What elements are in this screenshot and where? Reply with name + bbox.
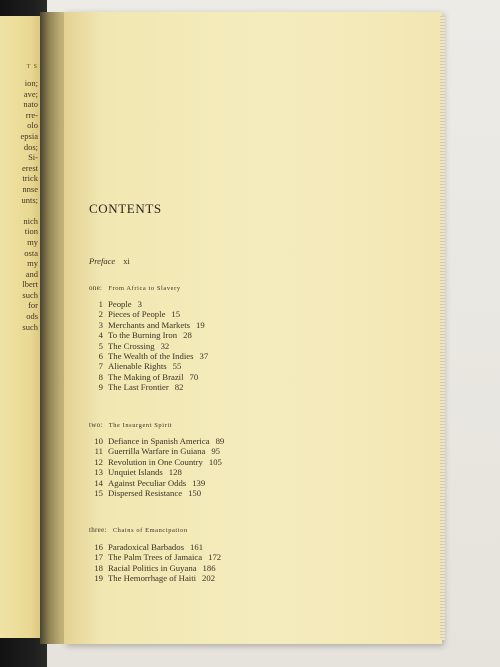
part-heading: [89, 526, 188, 534]
chapter-page: 105: [208, 456, 222, 467]
book-gutter: [40, 12, 66, 644]
chapter-number: 17: [94, 552, 103, 563]
chapter-number: 19: [94, 573, 103, 584]
chapter-title: The Making of Brazil: [108, 371, 184, 382]
chapter-number: 14: [94, 477, 103, 488]
chapter-page: 82: [174, 382, 184, 393]
chapter-entry: [89, 309, 208, 319]
chapter-title: Dispersed Resistance: [108, 488, 183, 499]
left-page-line: epsia: [20, 130, 38, 141]
chapter-title: Pieces of People: [108, 309, 166, 320]
left-page-line: lbert: [22, 279, 38, 290]
chapter-list: [89, 299, 208, 393]
chapter-page: 70: [189, 371, 199, 382]
part-title: The Insurgent Spirit: [108, 422, 173, 429]
chapter-page: 202: [202, 573, 216, 584]
left-page-line: my: [27, 236, 38, 247]
preface-label: Preface: [89, 256, 116, 266]
left-page-line: such: [22, 289, 38, 300]
left-page-line: nich: [23, 215, 38, 226]
part-number: one:: [89, 284, 103, 292]
chapter-number: 13: [94, 467, 103, 478]
chapter-page: 15: [171, 309, 181, 320]
left-page-line: unts;: [21, 194, 38, 205]
chapter-number: 16: [94, 542, 103, 552]
chapter-page: 28: [183, 330, 192, 341]
part-heading: [89, 284, 181, 292]
chapter-number: 7: [98, 361, 103, 372]
chapter-page: 150: [188, 488, 202, 499]
chapter-entry: [89, 446, 224, 456]
left-page-line: osta: [24, 247, 38, 258]
chapter-entry: [89, 330, 208, 340]
chapter-title: Against Peculiar Odds: [108, 477, 187, 488]
chapter-number: 10: [94, 436, 103, 446]
chapter-page: 19: [196, 319, 205, 330]
chapter-title: Revolution in One Country: [108, 456, 203, 467]
chapter-number: 1: [98, 299, 103, 309]
chapter-entry: [89, 320, 208, 330]
chapter-title: Unquiet Islands: [108, 467, 163, 478]
chapter-page: 139: [192, 477, 206, 488]
chapter-entry: [89, 573, 221, 583]
chapter-number: 11: [94, 446, 103, 457]
chapter-title: Paradoxical Barbados: [108, 542, 184, 552]
left-page-line: such: [22, 321, 38, 332]
chapter-page: 161: [190, 542, 204, 552]
chapter-number: 4: [98, 330, 103, 341]
chapter-title: Defiance in Spanish America: [108, 436, 210, 446]
chapter-title: Racial Politics in Guyana: [108, 562, 197, 573]
chapter-entry: [89, 436, 224, 446]
left-page-line: dos;: [23, 141, 38, 152]
left-page-line: erest: [21, 162, 38, 173]
chapter-title: Guerrilla Warfare in Guiana: [108, 446, 206, 457]
left-page-text: [0, 78, 38, 332]
page-edges: [440, 16, 445, 640]
chapter-title: The Last Frontier: [108, 382, 169, 393]
part-title: Chains of Emancipation: [112, 527, 188, 534]
chapter-number: 3: [98, 319, 103, 330]
left-page-line: for: [28, 300, 38, 311]
chapter-title: The Palm Trees of Jamaica: [108, 552, 203, 563]
chapter-entry: [89, 382, 208, 392]
chapter-number: 5: [98, 340, 103, 351]
chapter-entry: [89, 372, 208, 382]
chapter-number: 2: [98, 309, 103, 320]
chapter-page: 32: [160, 340, 170, 351]
chapter-page: 186: [202, 562, 216, 573]
chapter-entry: [89, 478, 224, 488]
left-page-header: T S: [26, 64, 38, 70]
preface-entry: [89, 256, 130, 266]
contents-title: CONTENTS: [89, 201, 162, 216]
chapter-title: The Wealth of the Indies: [108, 351, 194, 362]
chapter-title: People: [108, 299, 132, 309]
chapter-entry: [89, 351, 208, 361]
chapter-entry: [89, 361, 208, 371]
part-number: three:: [89, 526, 107, 534]
left-page-line: nato: [23, 99, 38, 110]
chapter-entry: [89, 299, 208, 309]
chapter-list: [89, 436, 224, 498]
chapter-entry: [89, 457, 224, 467]
chapter-title: The Crossing: [108, 340, 155, 351]
chapter-number: 18: [94, 562, 103, 573]
chapter-page: 37: [199, 351, 209, 362]
left-page-line: olo: [27, 120, 38, 131]
left-page-line: and: [25, 268, 38, 279]
chapter-entry: [89, 488, 224, 498]
preface-page: xi: [123, 256, 130, 266]
chapter-page: 172: [208, 552, 222, 563]
chapter-list: [89, 542, 221, 584]
chapter-page: 95: [211, 446, 220, 457]
left-page-line: ion;: [24, 78, 38, 88]
chapter-page: 89: [215, 436, 225, 446]
part-heading: [89, 421, 172, 429]
chapter-title: Merchants and Markets: [108, 319, 191, 330]
left-page-line: nnse: [22, 183, 38, 194]
left-page-line: tion: [24, 226, 38, 237]
chapter-number: 15: [94, 488, 103, 499]
left-page-line: Si-: [28, 152, 38, 163]
chapter-title: Alienable Rights: [108, 361, 167, 372]
left-page-line: [0, 205, 38, 216]
chapter-number: 12: [94, 456, 103, 467]
chapter-entry: [89, 467, 224, 477]
part-number: two:: [89, 421, 103, 429]
left-page-line: rre-: [25, 109, 38, 120]
chapter-page: 55: [172, 361, 182, 372]
chapter-number: 8: [98, 371, 103, 382]
left-page-line: ods: [26, 311, 38, 322]
chapter-title: To the Burning Iron: [108, 330, 178, 341]
chapter-entry: [89, 542, 221, 552]
chapter-entry: [89, 563, 221, 573]
part-title: From Africa to Slavery: [108, 285, 181, 292]
left-page-line: trick: [22, 173, 38, 184]
chapter-page: 3: [137, 299, 142, 309]
chapter-title: The Hemorrhage of Haiti: [108, 573, 197, 584]
chapter-number: 9: [98, 382, 103, 393]
left-page: [0, 16, 42, 638]
left-page-line: my: [27, 258, 38, 269]
chapter-page: 128: [168, 467, 182, 478]
chapter-entry: [89, 552, 221, 562]
chapter-entry: [89, 341, 208, 351]
chapter-number: 6: [98, 351, 103, 362]
left-page-line: ave;: [23, 88, 38, 99]
